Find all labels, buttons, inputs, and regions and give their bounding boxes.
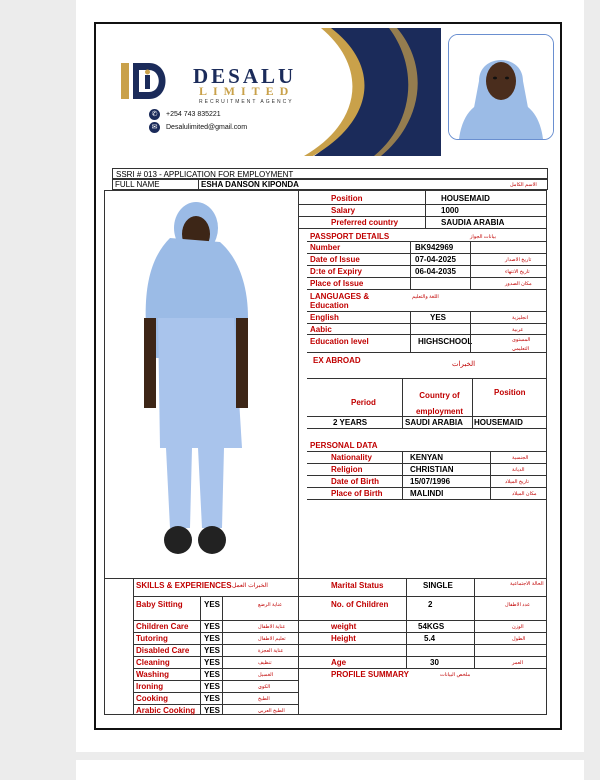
full-body-photo	[130, 198, 260, 563]
divider	[307, 334, 547, 335]
divider	[307, 323, 547, 324]
skill-value: YES	[204, 600, 221, 609]
passport-label: D:te of Expiry	[310, 267, 363, 276]
fullname-label: FULL NAME	[115, 180, 160, 189]
skill-ar: تنظيف	[258, 660, 272, 666]
header-banner	[99, 28, 441, 156]
languages-heading: LANGUAGES & Education	[310, 292, 370, 310]
education-value: HIGHSCHOOL	[418, 337, 473, 346]
salary-label: Salary	[331, 206, 356, 215]
divider	[474, 578, 475, 668]
divider	[298, 578, 299, 715]
language-ar: عربية	[512, 327, 524, 333]
skill-ar: عناية الاطفال	[258, 624, 286, 630]
skill-ar: الكوي	[258, 684, 271, 690]
divider	[307, 352, 547, 353]
divider	[222, 596, 223, 715]
divider	[133, 596, 298, 597]
skill-ar: الطبخ العربي	[258, 708, 285, 714]
skill-ar: الطبخ	[258, 696, 270, 702]
divider	[133, 692, 298, 693]
passport-heading: PASSPORT DETAILS	[310, 232, 390, 241]
divider	[410, 241, 411, 289]
divider	[472, 378, 473, 428]
height-ar: الطول	[512, 636, 526, 642]
divider	[307, 253, 547, 254]
passport-label: Place of Issue	[310, 279, 364, 288]
skill-value: YES	[204, 694, 221, 703]
divider	[402, 378, 403, 428]
divider	[133, 656, 298, 657]
language-label: Aabic	[310, 325, 332, 334]
skill-label: Tutoring	[136, 634, 168, 643]
skill-value: YES	[204, 670, 221, 679]
divider	[298, 644, 547, 645]
divider	[133, 578, 134, 715]
personal-label: Religion	[331, 465, 363, 474]
skills-heading-ar: الخبرات العمل	[232, 583, 268, 589]
brand-tagline: RECRUITMENT AGENCY	[199, 99, 294, 105]
passport-label: Number	[310, 243, 341, 252]
skill-label: Children Care	[136, 622, 189, 631]
skill-label: Disabled Care	[136, 646, 190, 655]
divider	[298, 620, 547, 621]
divider	[307, 451, 547, 452]
skill-value: YES	[204, 634, 221, 643]
skill-ar: تعليم الاطفال	[258, 636, 286, 642]
divider	[307, 428, 547, 429]
height-label: Height	[331, 634, 356, 643]
children-label: No. of Children	[331, 600, 389, 609]
divider	[133, 680, 298, 681]
divider	[298, 596, 547, 597]
abroad-country: SAUDI ARABIA	[405, 418, 463, 427]
marital-value: SINGLE	[423, 581, 453, 590]
personal-label: Nationality	[331, 453, 372, 462]
divider	[133, 668, 298, 669]
divider	[133, 704, 298, 705]
skills-heading: SKILLS & EXPERIENCES	[136, 581, 232, 590]
divider	[298, 668, 547, 669]
education-ar: المستوى التعليمي	[512, 337, 531, 352]
personal-ar: مكان الميلاد	[512, 491, 537, 497]
languages-heading-ar: اللغة والتعليم	[412, 294, 439, 300]
abroad-heading: EX ABROAD	[313, 356, 361, 365]
divider	[298, 228, 547, 229]
skill-label: Baby Sitting	[136, 600, 183, 609]
personal-ar: تاريخ الميلاد	[505, 479, 529, 485]
personal-value: 15/07/1996	[410, 477, 451, 486]
divider	[307, 475, 547, 476]
divider	[470, 311, 471, 352]
profile-summary-label: PROFILE SUMMARY	[331, 670, 409, 679]
next-page	[76, 760, 584, 780]
divider	[298, 656, 547, 657]
preferred-country-value: SAUDIA ARABIA	[441, 218, 505, 227]
divider	[307, 487, 547, 488]
fullname-ar: الاسم الكامل	[510, 182, 537, 188]
photo-column-divider	[298, 190, 299, 578]
fullname-value: ESHA DANSON KIPONDA	[201, 180, 299, 189]
divider	[307, 416, 547, 417]
mail-icon: ✉	[149, 122, 160, 133]
personal-label: Date of Birth	[331, 477, 379, 486]
abroad-position: HOUSEMAID	[474, 418, 523, 427]
passport-photo	[448, 34, 554, 140]
skill-value: YES	[204, 706, 221, 715]
divider	[425, 190, 426, 228]
skill-label: Ironing	[136, 682, 164, 691]
divider	[133, 644, 298, 645]
personal-value: KENYAN	[410, 453, 444, 462]
divider	[307, 265, 547, 266]
skill-value: YES	[204, 622, 221, 631]
divider	[298, 216, 547, 217]
language-value: YES	[430, 313, 447, 322]
salary-value: 1000	[441, 206, 459, 215]
marital-label: Marital Status	[331, 581, 384, 590]
skill-label: Cleaning	[136, 658, 170, 667]
fullname-row	[112, 179, 548, 190]
divider	[307, 499, 547, 500]
abroad-col-period: Period	[351, 398, 376, 407]
divider	[133, 632, 298, 633]
personal-heading: PERSONAL DATA	[310, 441, 378, 450]
skill-value: YES	[204, 646, 221, 655]
skill-label: Arabic Cooking	[136, 706, 196, 715]
divider	[133, 620, 298, 621]
divider	[198, 179, 199, 190]
passport-value: 07-04-2025	[415, 255, 456, 264]
abroad-col-position: Position	[494, 388, 526, 397]
position-label: Position	[331, 194, 363, 203]
passport-value: BK942969	[415, 243, 454, 252]
skill-ar: عناية الرضع	[258, 602, 283, 608]
phone-icon: ✆	[149, 109, 160, 120]
personal-value: CHRISTIAN	[410, 465, 454, 474]
marital-ar: الحالة الاجتماعية	[510, 581, 544, 587]
skill-value: YES	[204, 658, 221, 667]
children-value: 2	[428, 600, 433, 609]
divider	[307, 378, 547, 379]
divider	[200, 596, 201, 715]
personal-ar: الجنسية	[512, 455, 529, 461]
brand-name: DESALU	[193, 64, 297, 88]
skill-label: Washing	[136, 670, 170, 679]
divider	[307, 289, 547, 290]
email-address: Desalulimited@gmail.com	[166, 124, 248, 131]
children-ar: عدد الاطفال	[505, 602, 531, 608]
divider	[307, 463, 547, 464]
company-logo	[119, 61, 179, 101]
personal-ar: الديانة	[512, 467, 525, 473]
skill-ar: عناية العجزة	[258, 648, 284, 654]
position-value: HOUSEMAID	[441, 194, 490, 203]
divider	[298, 632, 547, 633]
weight-ar: الوزن	[512, 624, 524, 630]
divider	[410, 311, 411, 352]
passport-ar: مكان الصدور	[505, 281, 532, 287]
age-value: 30	[430, 658, 439, 667]
age-label: Age	[331, 658, 347, 667]
phone-number: +254 743 835221	[166, 111, 221, 118]
divider	[470, 241, 471, 289]
language-label: English	[310, 313, 339, 322]
abroad-heading-ar: الخبرات	[452, 361, 476, 368]
divider	[307, 241, 547, 242]
education-label: Education level	[310, 337, 369, 346]
divider	[298, 204, 547, 205]
divider	[406, 578, 407, 668]
age-ar: العمر	[512, 660, 523, 666]
skill-ar: الغسيل	[258, 672, 274, 678]
phone-contact	[149, 109, 221, 120]
brand-sub: LIMITED	[199, 84, 295, 98]
divider	[104, 578, 547, 579]
abroad-period: 2 YEARS	[333, 418, 368, 427]
passport-ar: تاريخ الانتهاء	[505, 269, 530, 275]
weight-label: weight	[331, 622, 357, 631]
divider	[490, 451, 491, 499]
abroad-col-country: Country of employment	[415, 391, 464, 416]
personal-label: Place of Birth	[331, 489, 383, 498]
profile-summary-ar: ملخص البيانات	[440, 672, 471, 678]
weight-value: 54KGS	[418, 622, 445, 631]
personal-value: MALINDI	[410, 489, 444, 498]
passport-label: Date of Issue	[310, 255, 360, 264]
passport-ar: تاريخ الاصدار	[505, 257, 532, 263]
email-contact	[149, 122, 247, 133]
divider	[307, 277, 547, 278]
language-ar: انجليزية	[512, 315, 529, 321]
divider	[307, 311, 547, 312]
form-title: SSRI # 013 - APPLICATION FOR EMPLOYMENT	[112, 168, 548, 179]
skill-label: Cooking	[136, 694, 168, 703]
height-value: 5.4	[424, 634, 436, 643]
skill-value: YES	[204, 682, 221, 691]
preferred-country-label: Preferred country	[331, 218, 399, 227]
passport-value: 06-04-2035	[415, 267, 456, 276]
passport-heading-ar: بيانات الجواز	[470, 234, 496, 240]
divider	[402, 451, 403, 499]
